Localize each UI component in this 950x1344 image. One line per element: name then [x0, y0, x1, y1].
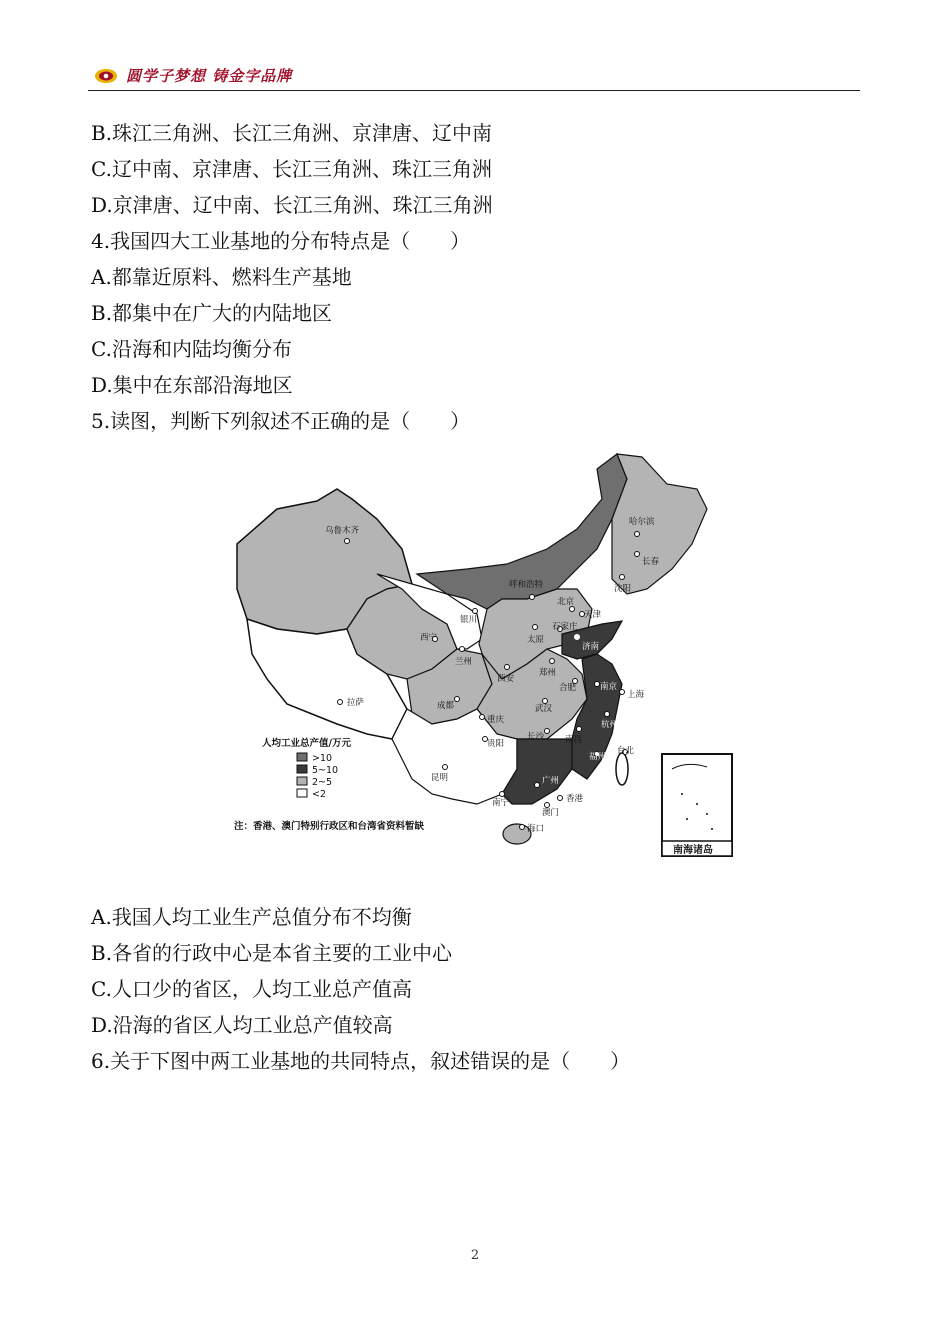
- legend-label: <2: [312, 789, 327, 800]
- region-northeast: [612, 454, 707, 594]
- city-label: 成都: [437, 701, 455, 711]
- city-label: 北京: [557, 597, 575, 607]
- city-label: 福州: [589, 752, 607, 762]
- city-label: 呼和浩特: [509, 580, 544, 590]
- city-label: 哈尔滨: [629, 517, 655, 527]
- question-6: 6.关于下图中两工业基地的共同特点，叙述错误的是（ ）: [91, 1049, 631, 1073]
- logo-icon: [94, 66, 118, 84]
- map-note: 注：香港、澳门特别行政区和台湾省资料暂缺: [234, 821, 425, 832]
- china-industry-map: [217, 449, 737, 859]
- inset-label: 南海诸岛: [673, 845, 713, 856]
- legend-label: 2~5: [312, 777, 333, 788]
- inset-south-china-sea: [662, 754, 732, 856]
- city-label: 长沙: [527, 732, 545, 742]
- option-5c: C.人口少的省区，人均工业总产值高: [91, 977, 412, 1001]
- city-label: 广州: [542, 776, 560, 786]
- city-label: 杭州: [601, 720, 619, 730]
- option-3d: D.京津唐、辽中南、长江三角洲、珠江三角洲: [91, 193, 493, 217]
- city-label: 乌鲁木齐: [325, 526, 360, 536]
- city-label: 重庆: [487, 715, 505, 725]
- option-4d: D.集中在东部沿海地区: [91, 373, 293, 397]
- question-4: 4.我国四大工业基地的分布特点是（ ）: [91, 229, 471, 253]
- city-label: 合肥: [559, 683, 577, 693]
- city-label: 石家庄: [552, 622, 578, 632]
- city-label: 香港: [566, 794, 584, 804]
- city-label: 贵阳: [487, 739, 505, 749]
- question-5: 5.读图，判断下列叙述不正确的是（ ）: [91, 409, 471, 433]
- page-number: 2: [470, 1248, 480, 1263]
- city-label: 南昌: [565, 735, 583, 745]
- map-legend: [262, 737, 351, 800]
- option-5d: D.沿海的省区人均工业总产值较高: [91, 1013, 393, 1037]
- city-label: 上海: [627, 690, 645, 700]
- city-label: 昆明: [431, 773, 449, 783]
- region-taiwan: [616, 753, 628, 785]
- city-label: 武汉: [535, 704, 553, 714]
- city-label: 澳门: [542, 808, 560, 818]
- option-5b: B.各省的行政中心是本省主要的工业中心: [91, 941, 453, 965]
- page-header: [88, 62, 860, 91]
- city-label: 太原: [527, 635, 545, 645]
- option-4c: C.沿海和内陆均衡分布: [91, 337, 292, 361]
- option-4a: A.都靠近原料、燃料生产基地: [91, 265, 352, 289]
- city-label: 台北: [617, 746, 635, 756]
- city-label: 南京: [600, 682, 618, 692]
- city-label: 兰州: [455, 657, 473, 667]
- option-4b: B.都集中在广大的内陆地区: [91, 301, 333, 325]
- option-5a: A.我国人均工业生产总值分布不均衡: [91, 905, 412, 929]
- city-label: 拉萨: [347, 698, 365, 708]
- city-label: 南宁: [492, 798, 510, 808]
- header-slogan: 圆学子梦想 铸金字品牌: [126, 67, 293, 85]
- city-label: 济南: [582, 642, 600, 652]
- city-label: 海口: [527, 824, 545, 834]
- city-label: 郑州: [539, 668, 557, 678]
- map-svg: [217, 449, 737, 859]
- city-label: 西安: [497, 674, 515, 684]
- legend-title: 人均工业总产值/万元: [262, 738, 351, 749]
- legend-label: >10: [312, 753, 333, 764]
- city-label: 长春: [642, 557, 660, 567]
- option-3b: B.珠江三角洲、长江三角洲、京津唐、辽中南: [91, 121, 493, 145]
- legend-label: 5~10: [312, 765, 339, 776]
- city-label: 银川: [460, 615, 478, 625]
- city-label: 西宁: [420, 633, 438, 643]
- option-3c: C.辽中南、京津唐、长江三角洲、珠江三角洲: [91, 157, 492, 181]
- city-label: 天津: [584, 610, 602, 620]
- city-label: 沈阳: [614, 584, 632, 594]
